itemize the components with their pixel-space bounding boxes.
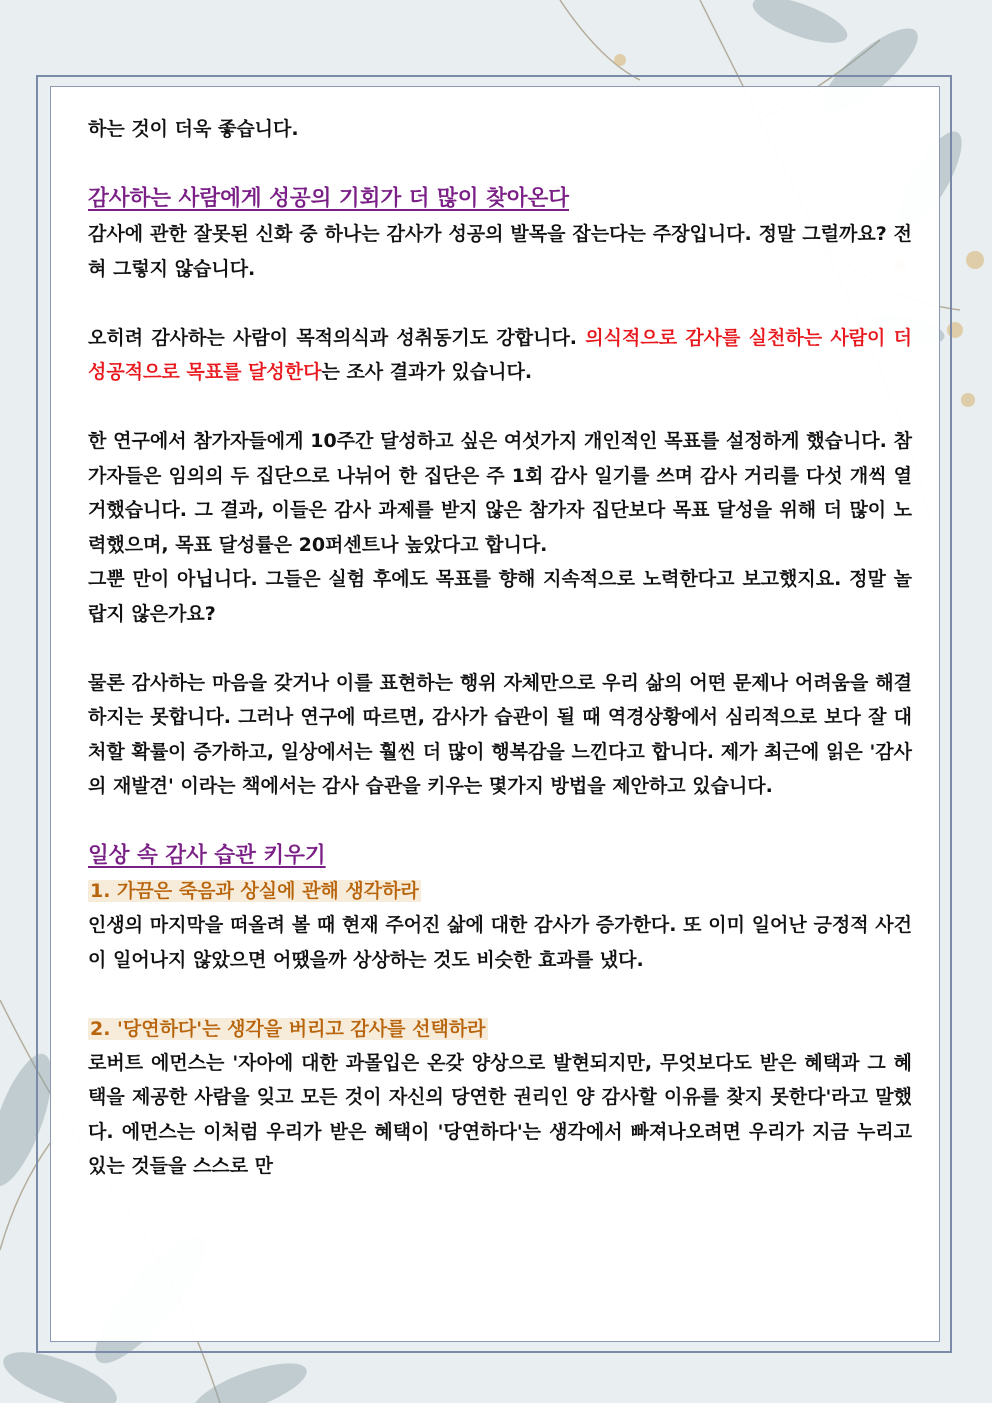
subheading-choose-gratitude — [88, 1012, 912, 1046]
paragraph-myth: 감사에 관한 잘못된 신화 중 하나는 감사가 성공의 발목을 잡는다는 주장입니다. 정말 그럴까요? 전혀 그렇지 않습니다. — [88, 223, 912, 280]
highlighted-finding: 의식적으로 감사를 실천하는 사람이 더 성공적으로 목표를 달성한다 — [88, 326, 913, 383]
paragraph-purpose — [88, 321, 912, 390]
subheading-choose-gratitude-text: 2. '당연하다'는 생각을 버리고 감사를 선택하라 — [90, 1017, 486, 1040]
paragraph-end-of-life: 인생의 마지막을 떠올려 볼 때 현재 주어진 삶에 대한 감사가 증가한다. 또 이미 일어난 긍정적 사건이 일어나지 않았으면 어땠을까 상상하는 것도 비슷한 효과를 냈다. — [88, 914, 912, 971]
paragraph-purpose-end: 는 조사 결과가 있습니다. — [321, 361, 533, 383]
paragraph-purpose-start: 오히려 감사하는 사람이 목적의식과 성취동기도 강합니다. — [88, 326, 586, 349]
heading-daily-habits: 일상 속 감사 습관 키우기 — [88, 843, 326, 868]
paragraph-emmons: 로버트 에먼스는 '자아에 대한 과몰입은 온갖 양상으로 발현되지만, 무엇보다도 받은 혜택과 그 혜택을 제공한 사람을 잊고 모든 것이 자신의 당연한 권리인 양 감사할 이유를 찾지 못한다'라고 말했다. 에먼스는 이처럼 우리가 받은 혜택이 '당연하다'는 생각에서 빠져나오려면 우리가 지금 누리고 있는 것들을 스스로 만 — [88, 1051, 912, 1177]
paragraph-habit: 물론 감사하는 마음을 갖거나 이를 표현하는 행위 자체만으로 우리 삶의 어떤 문제나 어려움을 해결하지는 못합니다. 그러나 연구에 따르면, 감사가 습관이 될 때 역경상황에서 심리적으로 보다 잘 대처할 확률이 증가하고, 일상에서는 훨씬 더 많이 행복감을 느낀다고 합니다. 제가 최근에 읽은 '감사의 재발견' 이라는 책에서는 감사 습관을 키우는 몇가지 방법을 제안하고 있습니다. — [88, 671, 912, 797]
paragraph-study: 한 연구에서 참가자들에게 10주간 달성하고 싶은 여섯가지 개인적인 목표를 설정하게 했습니다. 참가자들은 임의의 두 집단으로 나뉘어 한 집단은 주 1회 감사 일기를 쓰며 감사 거리를 다섯 개씩 열거했습니다. 그 결과, 이들은 감사 과제를 받지 않은 참가자 집단보다 목표 달성을 위해 더 많이 노력했으며, 목표 달성률은 20퍼센트나 높았다고 합니다. — [88, 430, 912, 556]
paragraph-followup: 그뿐 만이 아닙니다. 그들은 실험 후에도 목표를 향해 지속적으로 노력한다고 보고했지요. 정말 놀랍지 않은가요? — [88, 568, 912, 625]
subheading-death-loss-text: 1. 가끔은 죽음과 상실에 관해 생각하라 — [90, 880, 419, 902]
paragraph-intro-tail: 하는 것이 더욱 좋습니다. — [88, 118, 299, 140]
subheading-death-loss — [88, 874, 912, 908]
document-body — [88, 112, 912, 1184]
heading-success-opportunity: 감사하는 사람에게 성공의 기회가 더 많이 찾아온다 — [88, 186, 570, 211]
